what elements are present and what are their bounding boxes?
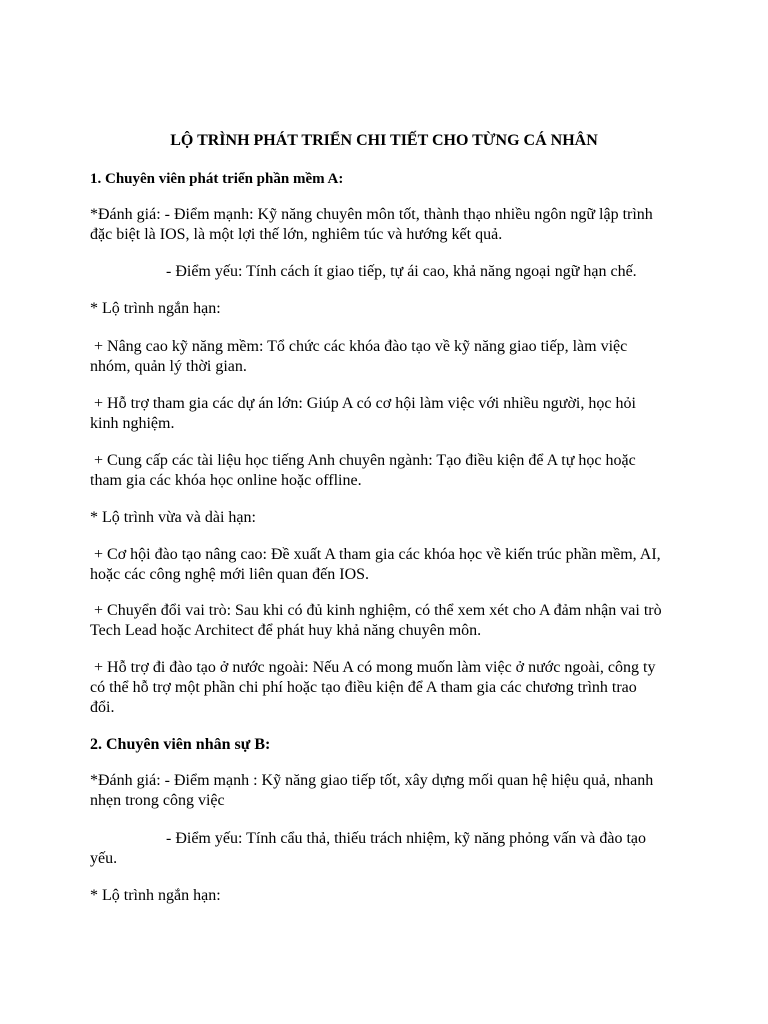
section2-weakness-line2: yếu. [90,850,118,867]
section1-short-item1 [90,337,690,377]
long-item3-line3: đổi. [90,699,115,716]
section1-short-item3 [90,451,690,491]
short-item1-line2: nhóm, quản lý thời gian. [90,358,247,375]
section1-short-term-heading: * Lộ trình ngắn hạn: [90,300,221,317]
section1-heading: 1. Chuyên viên phát triển phần mềm A: [90,171,344,187]
long-item2-line1: + Chuyển đổi vai trò: Sau khi có đủ kinh nghiệm, có thể xem xét cho A đảm nhận vai trò [94,602,662,619]
section2-weakness-line1: - Điểm yếu: Tính cẩu thả, thiếu trách nhiệm, kỹ năng phỏng vấn và đào tạo [166,830,647,847]
section2-evaluation [90,771,690,811]
long-item3-line2: có thể hỗ trợ một phần chi phí hoặc tạo điều kiện để A tham gia các chương trình trao [90,679,637,696]
short-item2-line2: kinh nghiệm. [90,415,175,432]
section1-weakness [90,262,690,282]
section2-weakness [90,829,690,869]
section1-long-item1 [90,545,690,585]
long-item2-line2: Tech Lead hoặc Architect để phát huy khả năng chuyên môn. [90,622,482,639]
section1-long-term-heading: * Lộ trình vừa và dài hạn: [90,509,256,526]
section2-eval-line2: nhẹn trong công việc [90,792,225,809]
long-item1-line1: + Cơ hội đào tạo nâng cao: Đề xuất A tham gia các khóa học về kiến trúc phần mềm, AI, [94,546,661,563]
short-item1-line1: + Nâng cao kỹ năng mềm: Tổ chức các khóa đào tạo về kỹ năng giao tiếp, làm việc [94,338,628,355]
section2-eval-line1: *Đánh giá: - Điểm mạnh : Kỹ năng giao tiếp tốt, xây dựng mối quan hệ hiệu quả, nhanh [90,772,654,789]
section2-short-term-heading: * Lộ trình ngắn hạn: [90,887,221,904]
short-item2-line1: + Hỗ trợ tham gia các dự án lớn: Giúp A có cơ hội làm việc với nhiều người, học hỏi [94,395,636,412]
long-item1-line2: hoặc các công nghệ mới liên quan đến IOS. [90,566,370,583]
section1-eval-line2: đặc biệt là IOS, là một lợi thế lớn, nghiêm túc và hướng kết quả. [90,226,503,243]
short-item3-line2: tham gia các khóa học online hoặc offline. [90,472,362,489]
section1-short-item2 [90,394,690,434]
section1-long-item3 [90,658,690,718]
long-item3-line1: + Hỗ trợ đi đào tạo ở nước ngoài: Nếu A có mong muốn làm việc ở nước ngoài, công ty [94,659,656,676]
document-title: LỘ TRÌNH PHÁT TRIỂN CHI TIẾT CHO TỪNG CÁ NHÂN [170,132,598,149]
section1-eval-line1: *Đánh giá: - Điểm mạnh: Kỹ năng chuyên môn tốt, thành thạo nhiều ngôn ngữ lập trình [90,206,653,223]
section1-weakness-line: - Điểm yếu: Tính cách ít giao tiếp, tự ái cao, khả năng ngoại ngữ hạn chế. [166,263,637,280]
section2-heading: 2. Chuyên viên nhân sự B: [90,736,271,753]
section1-long-item2 [90,601,690,641]
section1-evaluation [90,205,690,245]
short-item3-line1: + Cung cấp các tài liệu học tiếng Anh chuyên ngành: Tạo điều kiện để A tự học hoặc [94,452,636,469]
